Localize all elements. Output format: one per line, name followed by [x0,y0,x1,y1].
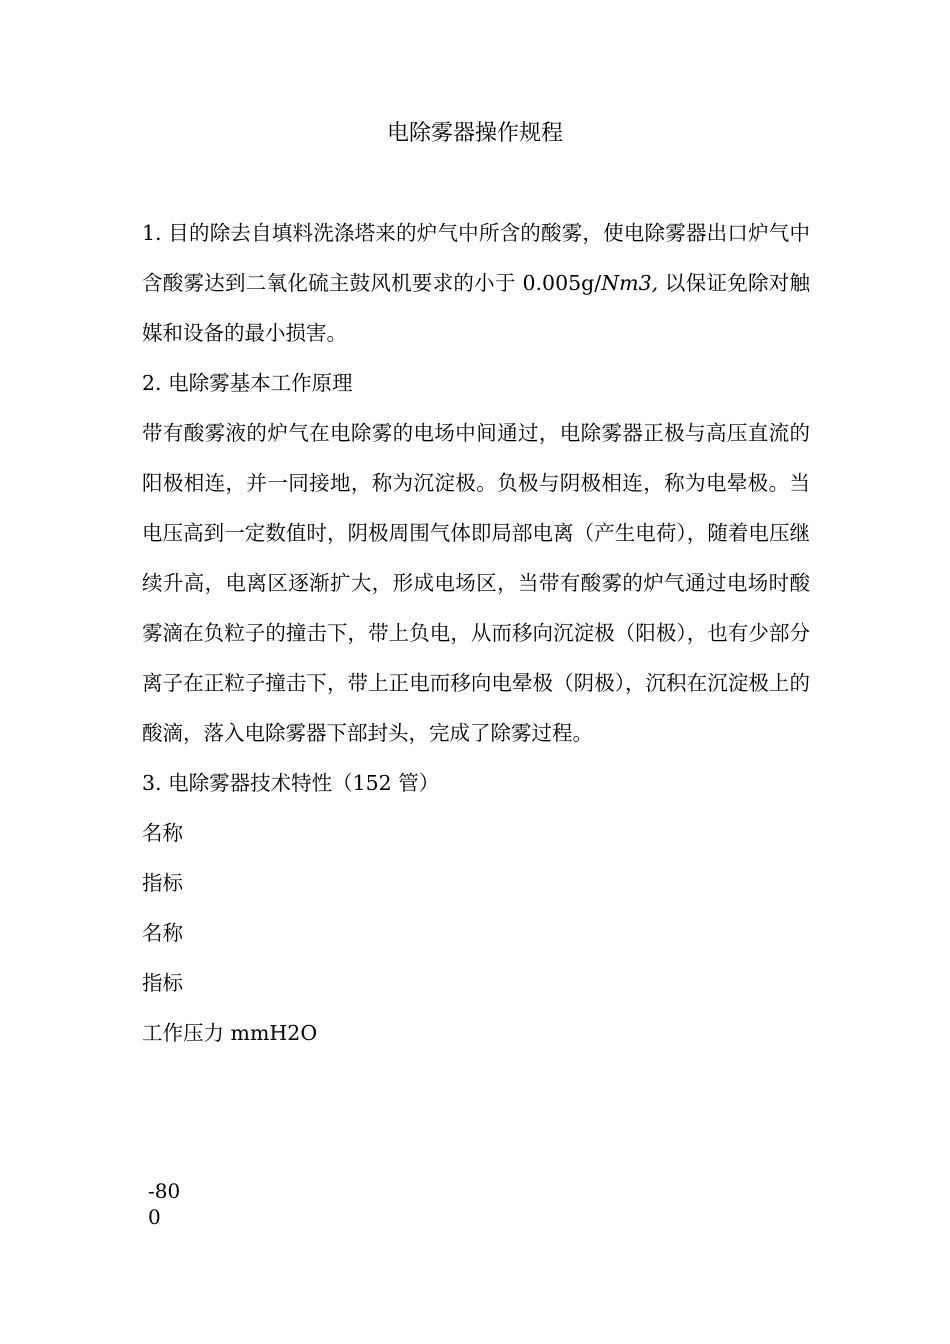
spec-value-line: -80 [148,1179,181,1203]
spec-value-line: 0 [148,1205,161,1229]
spec-value-cell [148,1178,180,1230]
spec-row-label: 指标 [142,871,183,895]
spec-heading: 3. 电除雾器技术特性（152 管） [142,771,440,795]
document-title: 电除雾器操作规程 [386,121,563,146]
spec-row-label: 指标 [142,971,183,995]
purpose-text: 1. 目的除去自填料洗涤塔来的炉气中所含的酸雾，使电除雾器出口炉气中含酸雾达到二氧化硫主鼓风机要求的小于 0.005g/ [142,221,810,295]
document-body [142,208,810,1058]
purpose-unit: Nm3, [601,271,659,295]
purpose-text-end: 以保证免除对触媒和设备的最小损害。 [142,271,810,345]
principle-heading: 2. 电除雾基本工作原理 [142,371,353,395]
principle-paragraph: 带有酸雾液的炉气在电除雾的电场中间通过，电除雾器正极与高压直流的阳极相连，并一同接地，称为沉淀极。负极与阴极相连，称为电晕极。当电压高到一定数值时，阴极周围气体即局部电离（产生电荷），随着电压继续升高，电离区逐渐扩大，形成电场区，当带有酸雾的炉气通过电场时酸雾滴在负粒子的撞击下，带上负电，从而移向沉淀极（阳极），也有少部分离子在正粒子撞击下，带上正电而移向电晕极（阴极），沉积在沉淀极上的酸滴，落入电除雾器下部封头，完成了除雾过程。 [142,421,810,745]
spec-row-label: 工作压力 mmH2O [142,1021,318,1045]
spec-row-label: 名称 [142,821,183,845]
purpose-paragraph [142,208,810,358]
spec-row-label: 名称 [142,921,183,945]
